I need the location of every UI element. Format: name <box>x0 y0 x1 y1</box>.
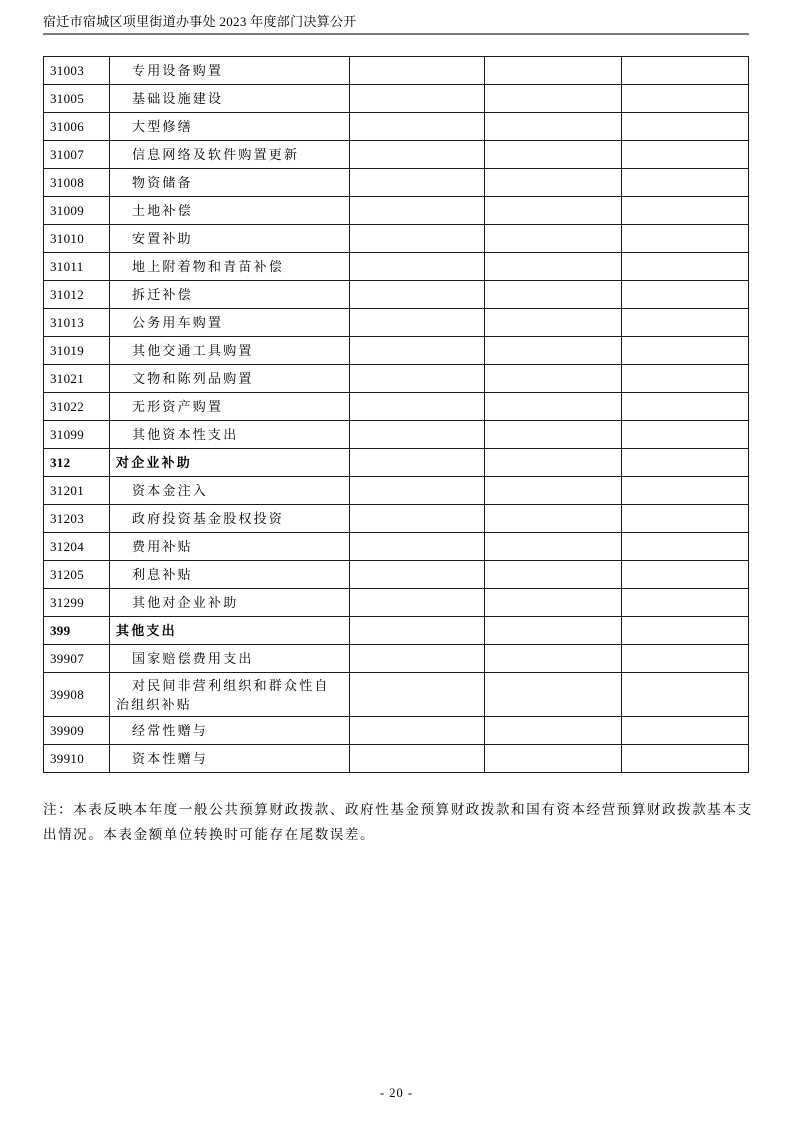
value-cell-empty <box>485 717 622 745</box>
row-label: 信息网络及软件购置更新 <box>110 141 350 169</box>
note-line-1: 注：本表反映本年度一般公共预算财政拨款、政府性基金预算财政拨款和国有资本经营预算财政拨款基本支 <box>43 802 753 817</box>
value-cell-empty <box>622 141 749 169</box>
row-code: 31019 <box>44 337 110 365</box>
value-cell-empty <box>485 505 622 533</box>
value-cell-empty <box>350 169 485 197</box>
row-label: 无形资产购置 <box>110 393 350 421</box>
value-cell-empty <box>485 169 622 197</box>
table-row <box>44 717 749 745</box>
row-code: 31022 <box>44 393 110 421</box>
value-cell-empty <box>350 393 485 421</box>
row-code: 31009 <box>44 197 110 225</box>
budget-table-body <box>44 57 749 773</box>
value-cell-empty <box>485 421 622 449</box>
value-cell-empty <box>350 745 485 773</box>
value-cell-empty <box>350 505 485 533</box>
value-cell-empty <box>350 253 485 281</box>
value-cell-empty <box>350 617 485 645</box>
row-label: 专用设备购置 <box>110 57 350 85</box>
value-cell-empty <box>485 561 622 589</box>
table-row <box>44 617 749 645</box>
row-label: 土地补偿 <box>110 197 350 225</box>
row-label: 对企业补助 <box>110 449 350 477</box>
value-cell-empty <box>622 589 749 617</box>
row-code: 31204 <box>44 533 110 561</box>
value-cell-empty <box>622 225 749 253</box>
value-cell-empty <box>622 745 749 773</box>
value-cell-empty <box>485 57 622 85</box>
value-cell-empty <box>350 449 485 477</box>
value-cell-empty <box>622 85 749 113</box>
table-row <box>44 281 749 309</box>
value-cell-empty <box>350 673 485 717</box>
value-cell-empty <box>485 141 622 169</box>
value-cell-empty <box>350 141 485 169</box>
row-label: 公务用车购置 <box>110 309 350 337</box>
value-cell-empty <box>350 85 485 113</box>
row-label: 拆迁补偿 <box>110 281 350 309</box>
row-code: 31005 <box>44 85 110 113</box>
page-title: 宿迁市宿城区项里街道办事处 2023 年度部门决算公开 <box>43 14 357 29</box>
value-cell-empty <box>485 197 622 225</box>
row-label: 基础设施建设 <box>110 85 350 113</box>
row-code: 31006 <box>44 113 110 141</box>
table-row <box>44 477 749 505</box>
value-cell-empty <box>622 281 749 309</box>
value-cell-empty <box>622 393 749 421</box>
value-cell-empty <box>622 253 749 281</box>
value-cell-empty <box>485 253 622 281</box>
value-cell-empty <box>485 673 622 717</box>
row-code: 31201 <box>44 477 110 505</box>
value-cell-empty <box>350 337 485 365</box>
row-label: 安置补助 <box>110 225 350 253</box>
page-number: - 20 - <box>379 1086 414 1100</box>
value-cell-empty <box>485 745 622 773</box>
value-cell-empty <box>622 421 749 449</box>
row-label: 文物和陈列品购置 <box>110 365 350 393</box>
value-cell-empty <box>485 533 622 561</box>
table-row <box>44 197 749 225</box>
table-row <box>44 337 749 365</box>
value-cell-empty <box>485 393 622 421</box>
value-cell-empty <box>350 365 485 393</box>
row-code: 31003 <box>44 57 110 85</box>
budget-table <box>43 56 749 773</box>
value-cell-empty <box>622 477 749 505</box>
header-rule <box>43 33 749 35</box>
value-cell-empty <box>622 533 749 561</box>
value-cell-empty <box>622 365 749 393</box>
row-label: 经常性赠与 <box>110 717 350 745</box>
value-cell-empty <box>622 673 749 717</box>
value-cell-empty <box>622 449 749 477</box>
value-cell-empty <box>485 225 622 253</box>
table-row <box>44 169 749 197</box>
table-row <box>44 113 749 141</box>
row-label: 国家赔偿费用支出 <box>110 645 350 673</box>
row-label: 地上附着物和青苗补偿 <box>110 253 350 281</box>
row-label: 其他支出 <box>110 617 350 645</box>
row-label: 政府投资基金股权投资 <box>110 505 350 533</box>
row-label: 其他交通工具购置 <box>110 337 350 365</box>
table-row <box>44 645 749 673</box>
row-label: 其他资本性支出 <box>110 421 350 449</box>
row-code: 31010 <box>44 225 110 253</box>
table-row <box>44 589 749 617</box>
row-label: 费用补贴 <box>110 533 350 561</box>
table-row <box>44 561 749 589</box>
value-cell-empty <box>622 309 749 337</box>
row-code: 31205 <box>44 561 110 589</box>
row-code: 31021 <box>44 365 110 393</box>
row-label: 其他对企业补助 <box>110 589 350 617</box>
value-cell-empty <box>622 505 749 533</box>
table-row <box>44 393 749 421</box>
value-cell-empty <box>485 477 622 505</box>
value-cell-empty <box>485 589 622 617</box>
row-label: 资本金注入 <box>110 477 350 505</box>
row-code: 399 <box>44 617 110 645</box>
row-code: 31011 <box>44 253 110 281</box>
row-code: 39909 <box>44 717 110 745</box>
value-cell-empty <box>350 421 485 449</box>
row-code: 31203 <box>44 505 110 533</box>
table-row <box>44 85 749 113</box>
table-row <box>44 673 749 717</box>
value-cell-empty <box>350 281 485 309</box>
value-cell-empty <box>350 645 485 673</box>
value-cell-empty <box>485 113 622 141</box>
value-cell-empty <box>622 617 749 645</box>
value-cell-empty <box>350 561 485 589</box>
table-row <box>44 365 749 393</box>
value-cell-empty <box>350 477 485 505</box>
row-label: 物资储备 <box>110 169 350 197</box>
row-code: 31299 <box>44 589 110 617</box>
row-code: 39908 <box>44 673 110 717</box>
value-cell-empty <box>622 57 749 85</box>
table-row <box>44 449 749 477</box>
value-cell-empty <box>622 561 749 589</box>
row-code: 31008 <box>44 169 110 197</box>
value-cell-empty <box>485 617 622 645</box>
value-cell-empty <box>622 113 749 141</box>
value-cell-empty <box>350 309 485 337</box>
value-cell-empty <box>485 337 622 365</box>
table-row <box>44 253 749 281</box>
row-code: 312 <box>44 449 110 477</box>
value-cell-empty <box>622 337 749 365</box>
value-cell-empty <box>350 57 485 85</box>
value-cell-empty <box>350 533 485 561</box>
table-row <box>44 57 749 85</box>
value-cell-empty <box>485 449 622 477</box>
row-label: 资本性赠与 <box>110 745 350 773</box>
row-code: 39907 <box>44 645 110 673</box>
row-label: 对民间非营利组织和群众性自治组织补贴 <box>110 673 350 717</box>
table-row <box>44 505 749 533</box>
note-line-2: 出情况。本表金额单位转换时可能存在尾数误差。 <box>43 827 376 842</box>
row-code: 31012 <box>44 281 110 309</box>
table-row <box>44 309 749 337</box>
value-cell-empty <box>622 169 749 197</box>
table-note <box>43 797 767 847</box>
table-row <box>44 533 749 561</box>
row-code: 31007 <box>44 141 110 169</box>
value-cell-empty <box>485 365 622 393</box>
value-cell-empty <box>485 281 622 309</box>
value-cell-empty <box>485 85 622 113</box>
row-label: 大型修缮 <box>110 113 350 141</box>
value-cell-empty <box>350 113 485 141</box>
row-code: 31013 <box>44 309 110 337</box>
row-code: 39910 <box>44 745 110 773</box>
value-cell-empty <box>622 717 749 745</box>
table-row <box>44 141 749 169</box>
row-code: 31099 <box>44 421 110 449</box>
table-row <box>44 421 749 449</box>
row-label: 利息补贴 <box>110 561 350 589</box>
table-row <box>44 225 749 253</box>
value-cell-empty <box>622 197 749 225</box>
value-cell-empty <box>350 589 485 617</box>
value-cell-empty <box>485 645 622 673</box>
value-cell-empty <box>622 645 749 673</box>
value-cell-empty <box>350 197 485 225</box>
value-cell-empty <box>350 717 485 745</box>
value-cell-empty <box>485 309 622 337</box>
table-row <box>44 745 749 773</box>
value-cell-empty <box>350 225 485 253</box>
page-header <box>43 14 749 35</box>
